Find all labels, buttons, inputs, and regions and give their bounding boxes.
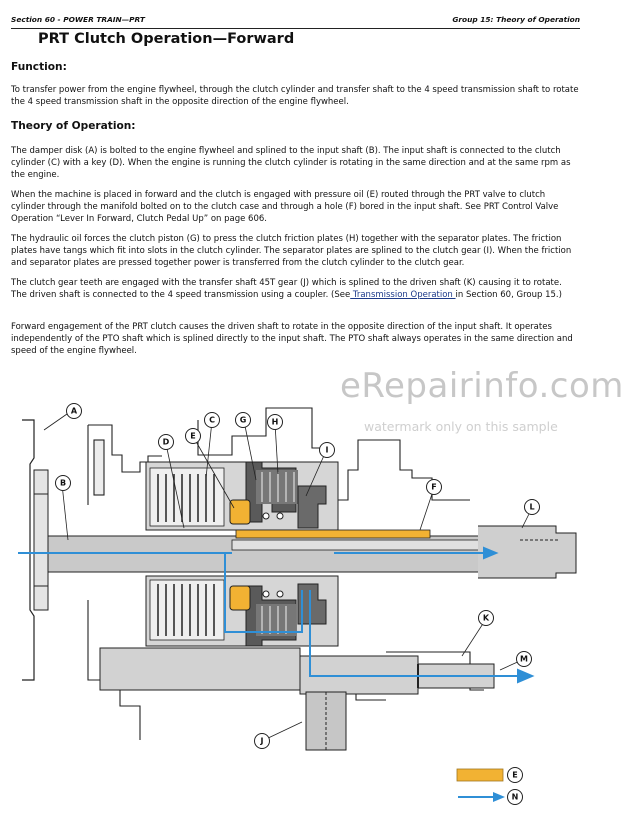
theory-paragraph-3: The hydraulic oil forces the clutch piston (G) to press the clutch friction plates (H) together with the separator plates. The friction plates have tangs which fit into slots in the clutch cylinder. The separator plates are splined to the clutch gear (I). When the friction and separator plates are pressed together power is transferred from the clutch cylinder to the clutch gear.	[11, 234, 572, 269]
diagram-legend	[457, 769, 505, 802]
legend-oil-label: E	[512, 770, 518, 780]
page-title: PRT Clutch Operation—Forward	[38, 31, 295, 47]
callout-c: C	[209, 415, 215, 425]
legend-flow-arrow-icon	[493, 792, 505, 802]
driven-shaft	[100, 648, 494, 694]
callout-h: H	[271, 417, 279, 427]
group-label: Group 15: Theory of Operation	[452, 15, 580, 24]
flywheel-damper	[22, 420, 48, 680]
callout-l: L	[529, 502, 535, 512]
callout-e: E	[190, 431, 196, 441]
transmission-operation-link[interactable]: Transmission Operation	[350, 290, 456, 301]
legend-flow-label: N	[511, 792, 519, 802]
paragraph-4-text-b: in Section 60, Group 15.)	[455, 290, 562, 301]
function-heading: Function:	[11, 61, 67, 73]
theory-paragraph-2: When the machine is placed in forward and the clutch is engaged with pressure oil (E) routed through the PRT valve to clutch cylinder through the manifold bolted on to the clutch case and through a hole (F) bored in the input shaft. See PRT Control Valve Operation “Lever In Forward, Clutch Pedal Up” on page 606.	[11, 190, 559, 225]
callout-a: A	[70, 406, 78, 416]
function-text: To transfer power from the engine flywheel, through the clutch cylinder and transfer shaft to the 4 speed transmission shaft to rotate the 4 speed transmission shaft in the opposite direction of the engine flywheel.	[11, 85, 579, 108]
callout-j: J	[260, 736, 264, 746]
theory-paragraph-5: Forward engagement of the PRT clutch causes the driven shaft to rotate in the opposite direction of the input shaft. It operates independently of the PTO shaft which is splined directly to the input shaft. The PTO shaft always operates in the same direction and speed of the engine flywheel.	[11, 322, 573, 357]
callout-f: F	[431, 482, 437, 492]
callout-m: M	[520, 654, 528, 664]
callout-i: I	[325, 445, 329, 455]
theory-heading: Theory of Operation:	[11, 120, 136, 132]
callout-d: D	[162, 437, 170, 447]
section-label: Section 60 - POWER TRAIN—PRT	[11, 15, 145, 24]
transfer-gear	[306, 692, 346, 750]
clutch-diagram	[0, 396, 593, 813]
watermark-logo: eRepairinfo.com	[340, 366, 624, 406]
callout-k: K	[482, 613, 490, 623]
callout-g: G	[239, 415, 247, 425]
page-header	[11, 12, 580, 29]
paragraph-4-text-a: The clutch gear teeth are engaged with the transfer shaft 45T gear (J) which is splined to the driven shaft (K) causing it to rotate. The driven shaft is connected to the 4 speed transmission using a coupler. (See	[11, 278, 562, 301]
theory-paragraph-1: The damper disk (A) is bolted to the engine flywheel and splined to the input shaft (B). The input shaft is connected to the clutch cylinder (C) with a key (D). When the engine is running the clutch cylinder is rotating in the same direction and at the same rpm as the engine.	[11, 146, 571, 181]
callout-b: B	[59, 478, 67, 488]
watermark-note: watermark only on this sample	[364, 419, 558, 434]
legend-oil-swatch	[457, 769, 503, 781]
theory-paragraph-4	[11, 277, 580, 301]
clutch-cylinder-upper	[146, 462, 430, 538]
